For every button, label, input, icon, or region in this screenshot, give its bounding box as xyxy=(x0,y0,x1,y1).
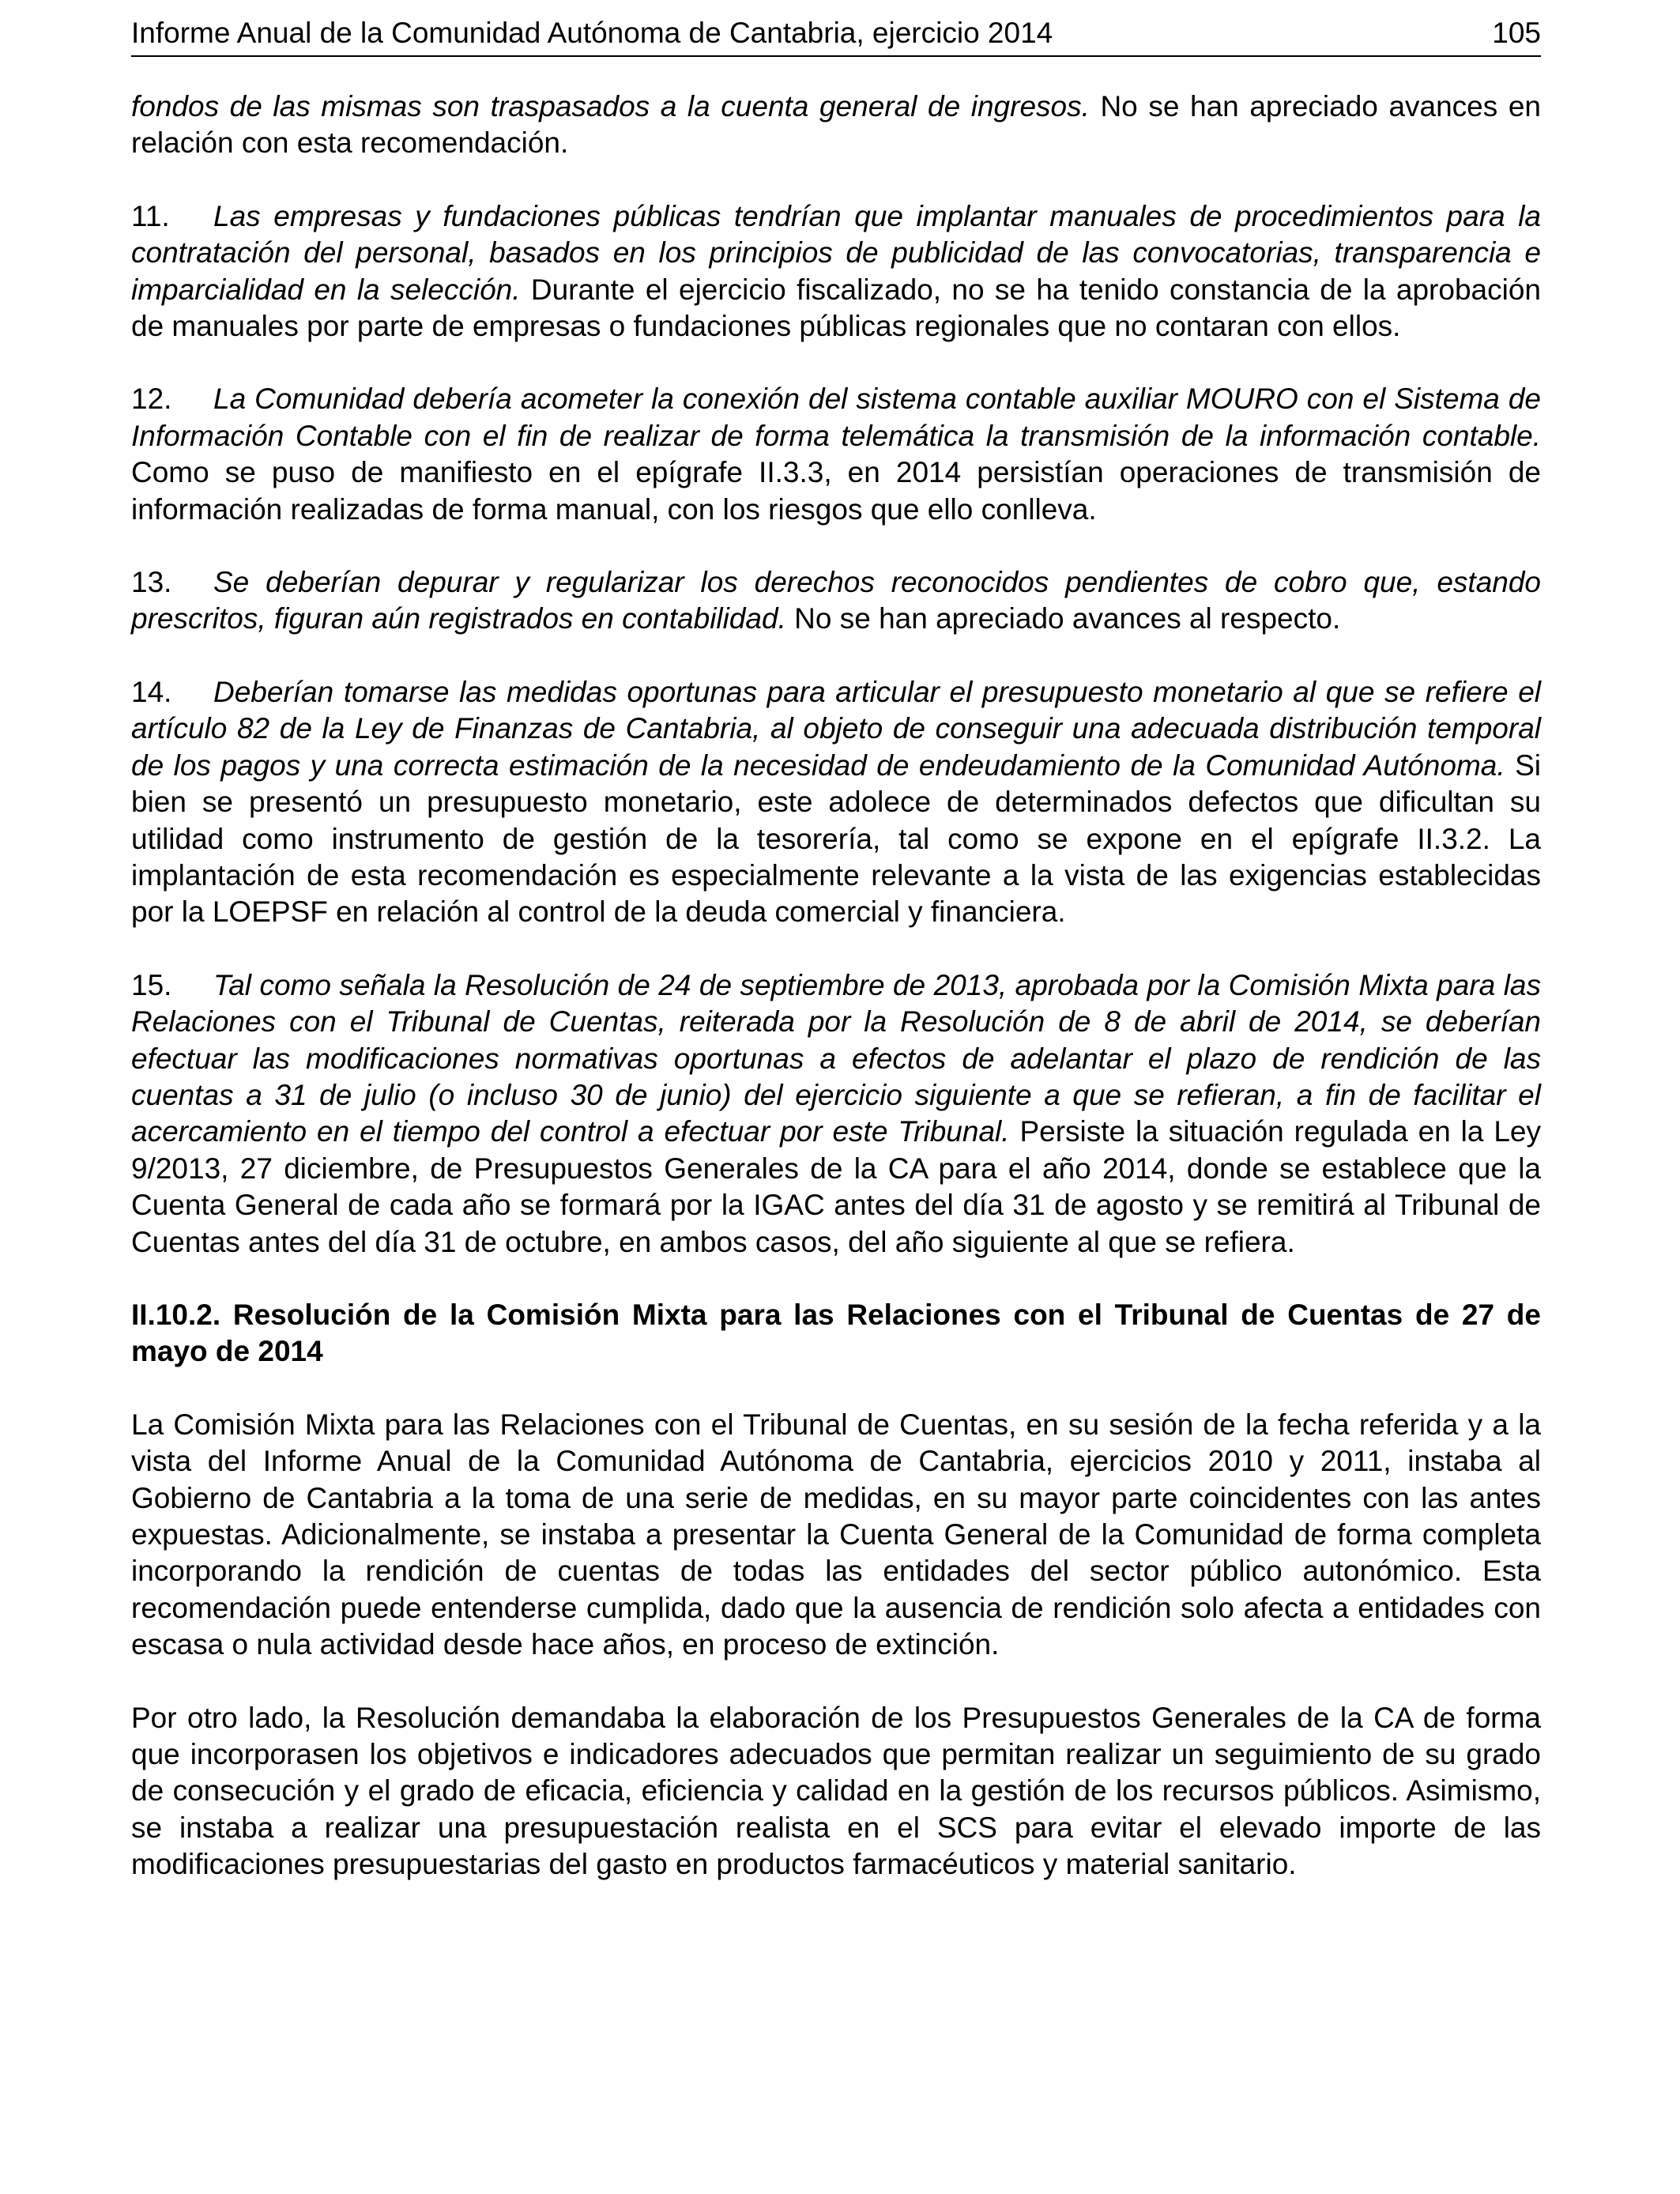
intro-italic: fondos de las mismas son traspasados a la cuenta general de ingresos. xyxy=(131,90,1090,123)
recommendation-15 xyxy=(131,967,1541,1261)
recommendation-13 xyxy=(131,564,1541,638)
recommendation-number: 14. xyxy=(131,675,172,708)
recommendation-number: 13. xyxy=(131,566,172,599)
recommendation-text: Si bien se presentó un presupuesto monetario, este adolece de determinados defectos que dificultan su utilidad como instrumento de gestión de la tesorería, tal como se expone en el epígrafe II.3.2. La implantación de esta recomendación es especialmente relevante a la vista de las exigencias establecidas por la LOEPSF en relación al control de la deuda comercial y financiera. xyxy=(131,748,1541,929)
recommendation-number: 11. xyxy=(131,199,170,232)
recommendation-italic: Tal como señala la Resolución de 24 de septiembre de 2013, aprobada por la Comisión Mixta para las Relaciones con el Tribunal de Cuentas, reiterada por la Resolución de 8 de abril de 2014, se deberían efectuar las modificaciones normativas oportunas a efectos de adelantar el plazo de rendición de las cuentas a 31 de julio (o incluso 30 de junio) del ejercicio siguiente a que se refieran, a fin de facilitar el acercamiento en el tiempo del control a efectuar por este Tribunal. xyxy=(131,968,1541,1148)
recommendation-11 xyxy=(131,198,1541,345)
recommendation-number: 15. xyxy=(131,968,172,1001)
recommendation-italic: Se deberían depurar y regularizar los derechos reconocidos pendientes de cobro que, estando prescritos, figuran aún registrados en contabilidad. xyxy=(131,566,1541,635)
header-title: Informe Anual de la Comunidad Autónoma de Cantabria, ejercicio 2014 xyxy=(131,17,1053,49)
section-paragraph-2: Por otro lado, la Resolución demandaba la elaboración de los Presupuestos Generales de la CA de forma que incorporasen los objetivos e indicadores adecuados que permitan realizar un seguimiento de su grado de consecución y el grado de eficacia, eficiencia y calidad en la gestión de los recursos públicos. Asimismo, se instaba a realizar una presupuestación realista en el SCS para evitar el elevado importe de las modificaciones presupuestarias del gasto en productos farmacéuticos y material sanitario. xyxy=(131,1701,1541,1881)
intro-text: No se han apreciado avances en relación con esta recomendación. xyxy=(131,90,1541,160)
page-header xyxy=(131,16,1541,57)
recommendation-12 xyxy=(131,381,1541,528)
document-page xyxy=(131,16,1541,1920)
recommendation-number: 12. xyxy=(131,383,172,416)
recommendation-italic: Las empresas y fundaciones públicas tendrían que implantar manuales de procedimientos para la contratación del personal, basados en los principios de publicidad de las convocatorias, transparencia e imparcialidad en la selección. xyxy=(131,199,1541,306)
page-number: 105 xyxy=(1492,17,1541,49)
recommendation-italic: Deberían tomarse las medidas oportunas para articular el presupuesto monetario al que se refiere el artículo 82 de la Ley de Finanzas de Cantabria, al objeto de conseguir una adecuada distribución temporal de los pagos y una correcta estimación de la necesidad de endeudamiento de la Comunidad Autónoma. xyxy=(131,675,1541,782)
recommendation-text: Persiste la situación regulada en la Ley 9/2013, 27 diciembre, de Presupuestos Generales de la CA para el año 2014, donde se establece que la Cuenta General de cada año se formará por la IGAC antes del día 31 de agosto y se remitirá al Tribunal de Cuentas antes del día 31 de octubre, en ambos casos, del año siguiente al que se refiera. xyxy=(131,1115,1541,1258)
section-heading: II.10.2. Resolución de la Comisión Mixta para las Relaciones con el Tribunal de Cuentas de 27 de mayo de 2014 xyxy=(131,1298,1541,1368)
recommendation-text: Durante el ejercicio fiscalizado, no se ha tenido constancia de la aprobación de manuales por parte de empresas o fundaciones públicas regionales que no contaran con ellos. xyxy=(131,273,1541,343)
recommendation-text: No se han apreciado avances al respecto. xyxy=(785,602,1341,635)
recommendation-text: Como se puso de manifiesto en el epígrafe II.3.3, en 2014 persistían operaciones de transmisión de información realizadas de forma manual, con los riesgos que ello conlleva. xyxy=(131,456,1541,526)
recommendation-14 xyxy=(131,674,1541,931)
recommendation-italic: La Comunidad debería acometer la conexión del sistema contable auxiliar MOURO con el Sistema de Información Contable con el fin de realizar de forma telemática la transmisión de la información contable. xyxy=(131,383,1541,452)
intro-paragraph xyxy=(131,89,1541,162)
page-content xyxy=(131,89,1541,1883)
section-paragraph-1: La Comisión Mixta para las Relaciones con el Tribunal de Cuentas, en su sesión de la fecha referida y a la vista del Informe Anual de la Comunidad Autónoma de Cantabria, ejercicios 2010 y 2011, instaba al Gobierno de Cantabria a la toma de una serie de medidas, en su mayor parte coincidentes con las antes expuestas. Adicionalmente, se instaba a presentar la Cuenta General de la Comunidad de forma completa incorporando la rendición de cuentas de todas las entidades del sector público autonómico. Esta recomendación puede entenderse cumplida, dado que la ausencia de rendición solo afecta a entidades con escasa o nula actividad desde hace años, en proceso de extinción. xyxy=(131,1408,1541,1661)
